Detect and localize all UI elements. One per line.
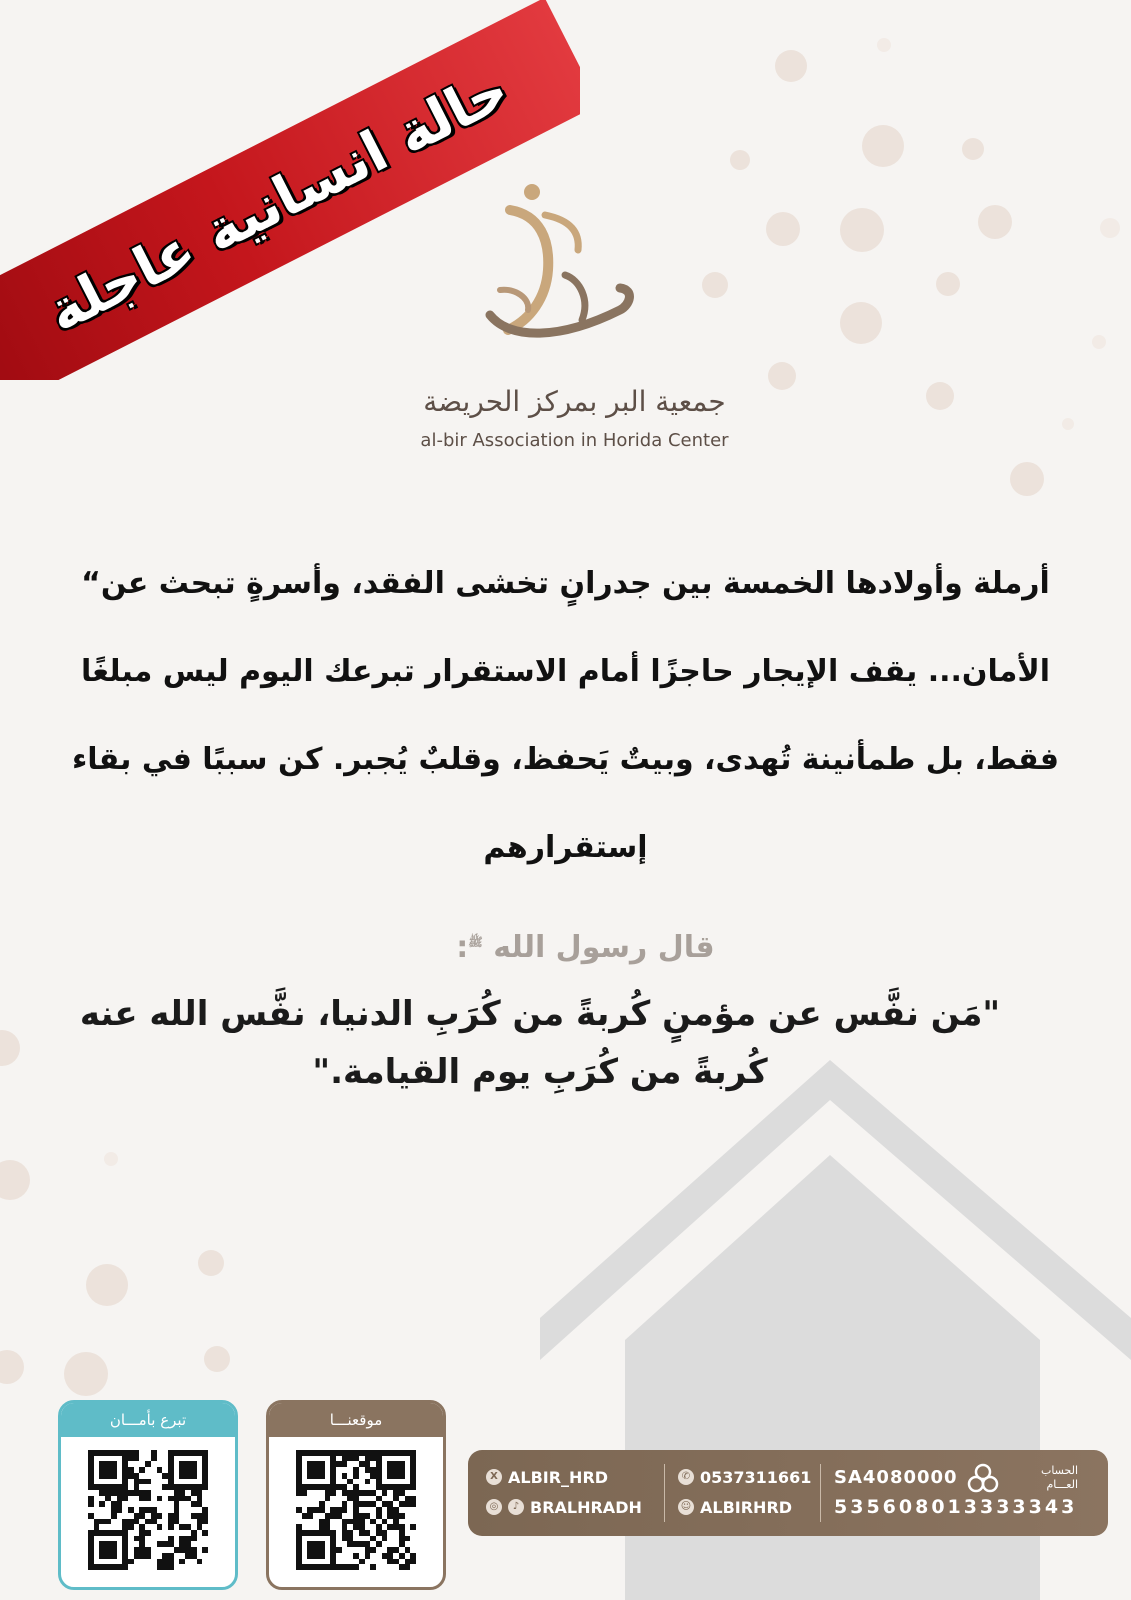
organization-name-english: al-bir Association in Horida Center <box>420 430 729 451</box>
iban-number: 535608013333343 <box>834 1496 1078 1518</box>
hadith-intro <box>0 930 1131 965</box>
whatsapp-number[interactable]: ✆ 0537311661 <box>678 1462 811 1492</box>
hadith-line: "مَن نفَّس عن مؤمنٍ كُربةً من كُرَبِ الدنيا، نفَّس الله عنه <box>79 994 1001 1034</box>
organization-name-arabic: جمعية البر بمركز الحريضة <box>423 385 726 418</box>
appeal-paragraph <box>24 540 1107 892</box>
salutation: ﷺ <box>468 935 483 949</box>
donate-qr-card[interactable] <box>58 1400 238 1590</box>
snapchat-icon: ☺ <box>678 1499 694 1515</box>
instagram-tiktok-handle[interactable]: ◎ ♪ BRALHRADH <box>486 1492 642 1522</box>
appeal-line: فقط، بل طمأنينة تُهدى، وبيتٌ يَحفظ، وقلبٌ يُجبر. كن سببًا في بقاء <box>71 742 1060 777</box>
divider <box>820 1464 821 1522</box>
iban-prefix: SA4080000 <box>834 1466 958 1488</box>
colon: : <box>456 930 469 965</box>
donate-qr-code[interactable] <box>88 1450 208 1570</box>
organization-logo <box>470 180 650 360</box>
divider <box>664 1464 665 1522</box>
banner-text: حالة انسانية عاجلة <box>36 56 519 346</box>
appeal-line: إستقرارهم <box>483 830 648 865</box>
contact-bar <box>468 1450 1108 1536</box>
bank-account-label: الحساب العـــام <box>1040 1464 1078 1491</box>
hadith-line: كُربةً من كُرَبِ يوم القيامة." <box>312 1052 768 1092</box>
website-qr-code[interactable] <box>296 1450 416 1570</box>
appeal-line: الأمان... يقف الإيجار حاجزًا أمام الاستقرار تبرعك اليوم ليس مبلغًا <box>81 654 1050 689</box>
snapchat-handle[interactable]: ☺ ALBIRHRD <box>678 1492 811 1522</box>
donate-qr-label: تبرع بأمـــان <box>61 1403 235 1437</box>
x-icon: X <box>486 1469 502 1485</box>
hadith-intro-text: قال رسول الله <box>493 930 715 965</box>
instagram-icon: ◎ <box>486 1499 502 1515</box>
appeal-line: أرملة وأولادها الخمسة بين جدرانٍ تخشى الفقد، وأسرةٍ تبحث عن“ <box>81 566 1050 601</box>
twitter-handle[interactable]: X ALBIR_HRD <box>486 1462 642 1492</box>
website-qr-card[interactable] <box>266 1400 446 1590</box>
website-qr-label: موقعنـــا <box>269 1403 443 1437</box>
bank-logo-icon <box>966 1462 1000 1496</box>
whatsapp-icon: ✆ <box>678 1469 694 1485</box>
hadith-quote <box>60 985 1020 1101</box>
tiktok-icon: ♪ <box>508 1499 524 1515</box>
